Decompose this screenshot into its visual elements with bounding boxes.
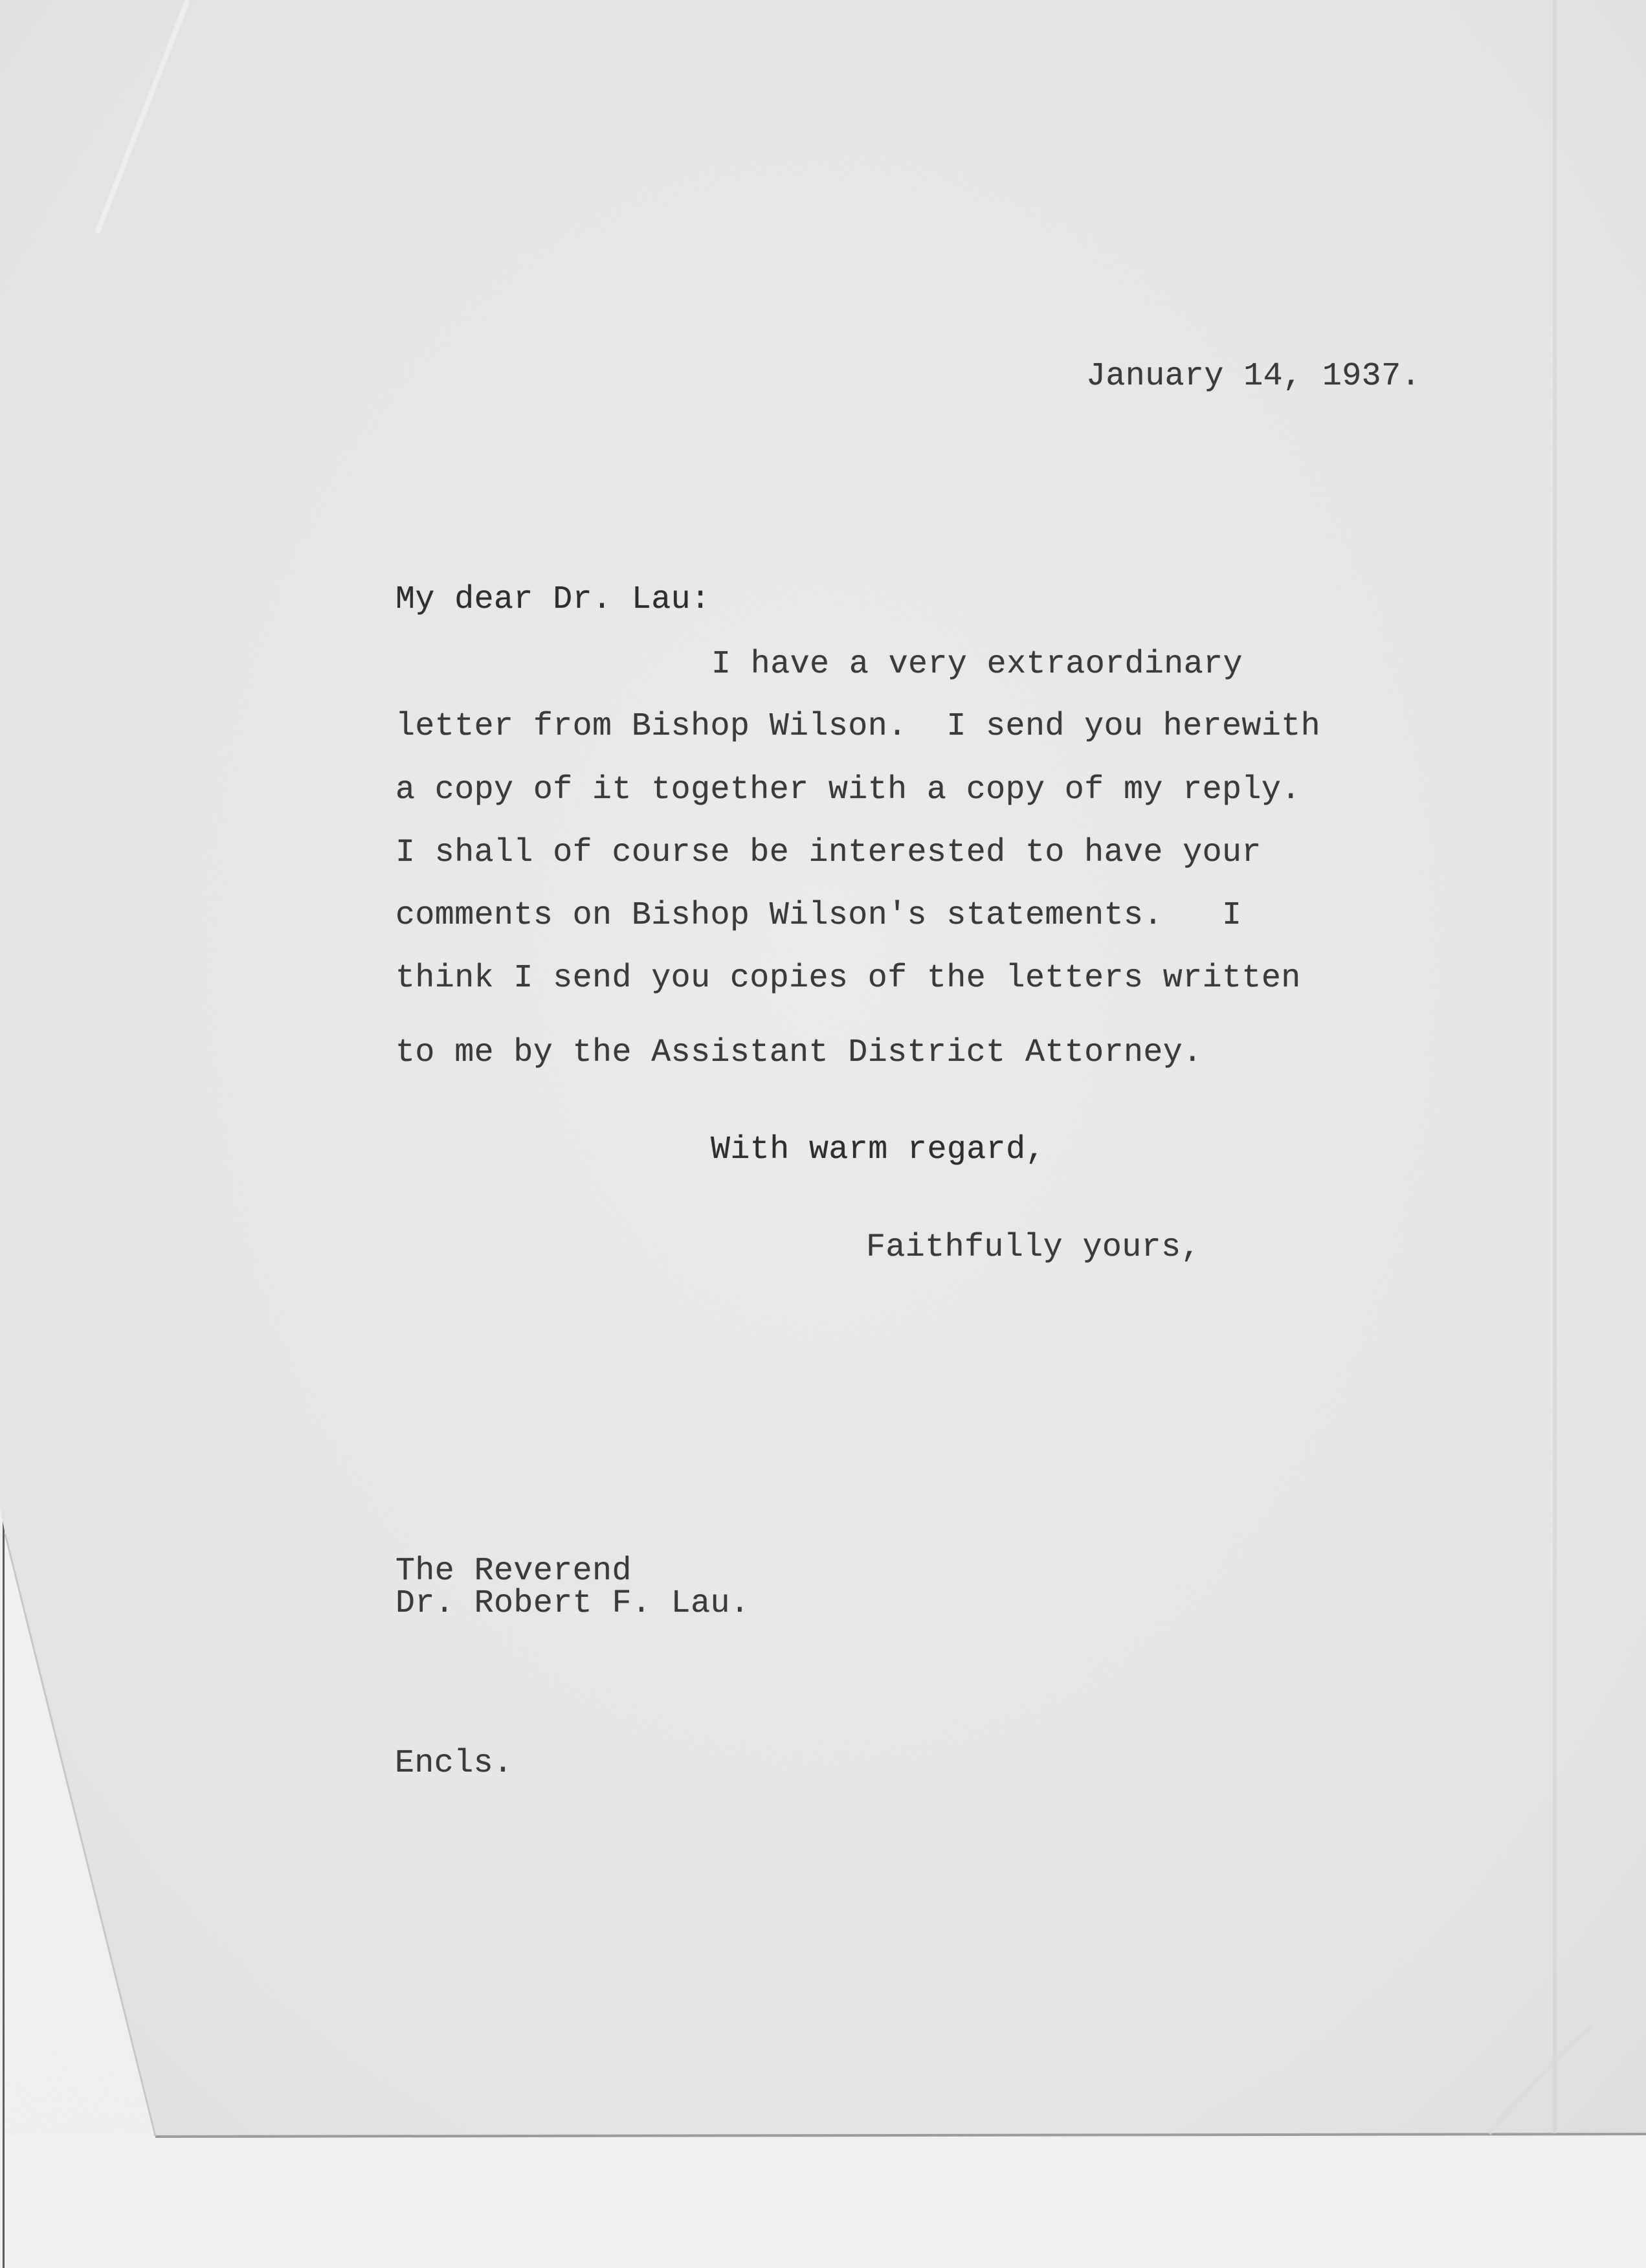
closing-signoff: Faithfully yours, <box>866 1229 1201 1266</box>
recipient-name: Dr. Robert F. Lau. <box>395 1585 750 1622</box>
recipient-title: The Reverend <box>395 1553 632 1590</box>
closing-regard: With warm regard, <box>711 1131 1045 1168</box>
body-line: to me by the Assistant District Attorney. <box>395 1034 1203 1071</box>
body-line: I shall of course be interested to have your <box>395 834 1262 871</box>
body-line: a copy of it together with a copy of my reply. <box>395 772 1301 808</box>
enclosure-note: Encls. <box>395 1745 513 1782</box>
letter-date: January 14, 1937. <box>1086 358 1421 395</box>
letter-salutation: My dear Dr. Lau: <box>395 581 711 618</box>
body-line: comments on Bishop Wilson's statements. I <box>395 897 1242 934</box>
body-line: think I send you copies of the letters written <box>395 960 1301 997</box>
body-line: letter from Bishop Wilson. I send you herewith <box>395 708 1321 745</box>
body-line: I have a very extraordinary <box>711 646 1243 683</box>
